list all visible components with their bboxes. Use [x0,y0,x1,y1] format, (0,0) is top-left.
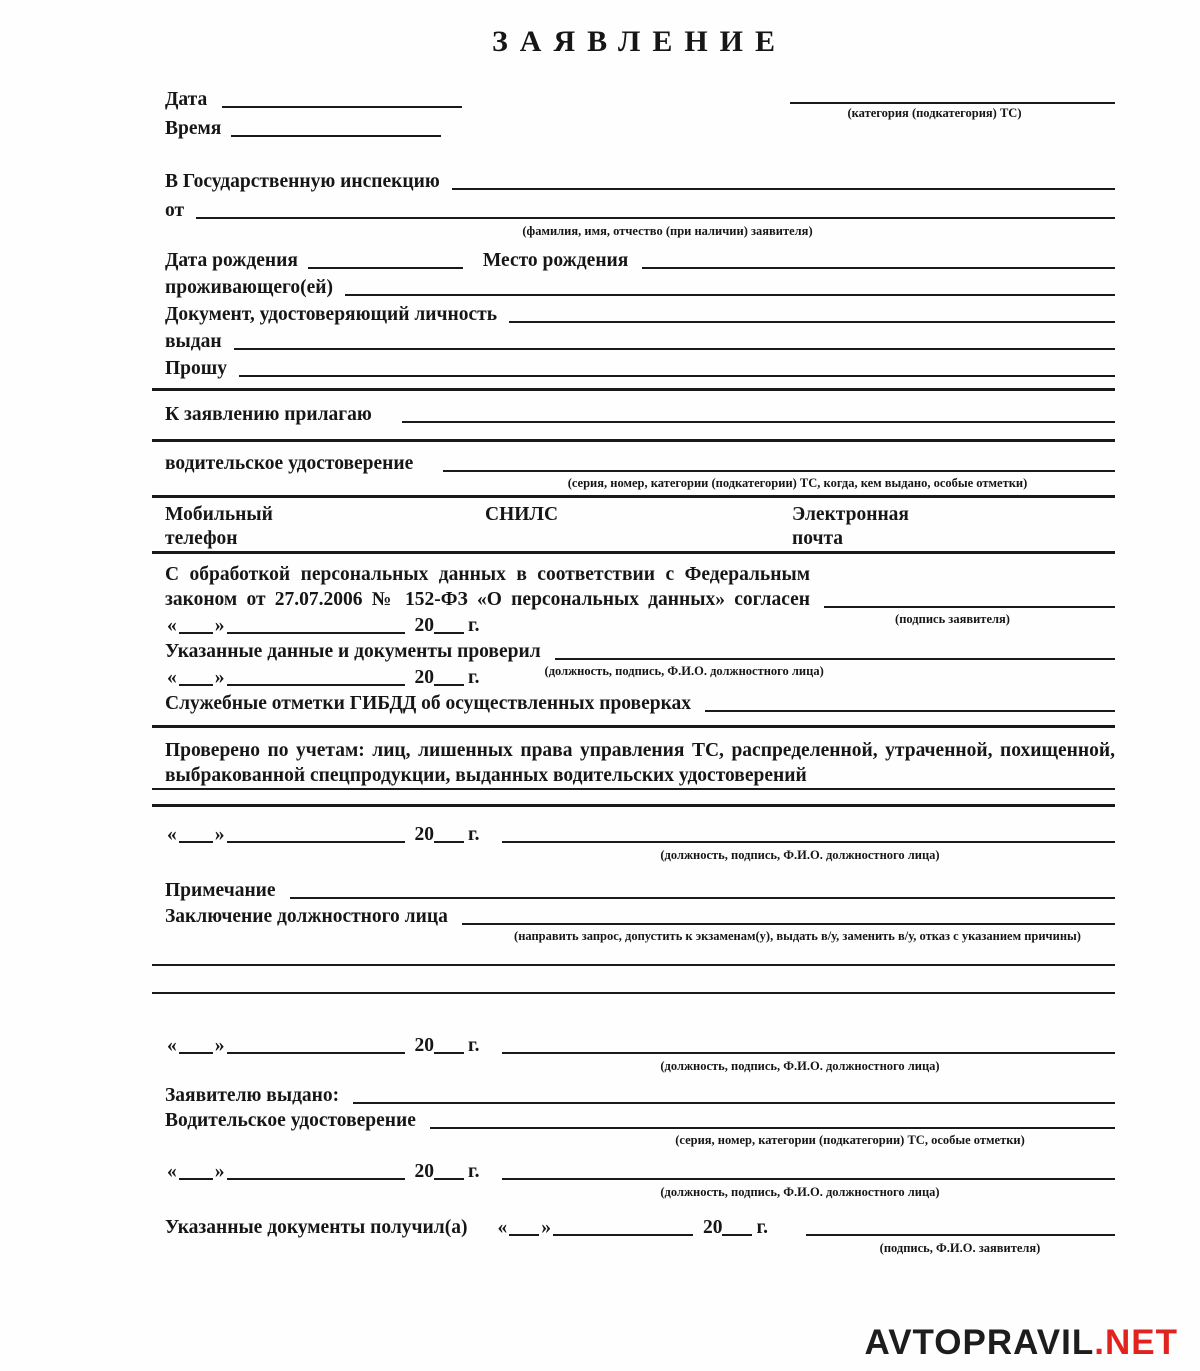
write-in-line [722,1231,752,1236]
attachments-label: К заявлению прилагаю [165,404,372,425]
issued-row [152,328,1115,355]
official-caption-row [152,848,1115,863]
write-in-line [179,1175,213,1180]
write-in-line [231,132,441,137]
write-in-line [353,1099,1115,1104]
email-label: Электронная [792,504,909,525]
year-prefix: 20 [702,1217,723,1238]
request-row [152,355,1115,382]
write-in-line [227,681,405,686]
consent-text-1: С обработкой персональных данных в соответствии с Федеральным [165,564,810,585]
official-caption: (должность, подпись, Ф.И.О. должностного лица) [660,848,940,862]
quote-open: « [167,1161,177,1182]
year-suffix: г. [468,1161,480,1182]
spacer [165,1133,585,1148]
spacer [165,224,220,239]
section-divider [152,551,1115,554]
write-in-line [553,1231,693,1236]
dl-caption-row [152,476,1115,491]
watermark-black: AVTOPRAVIL [864,1323,1095,1362]
official-caption: (должность, подпись, Ф.И.О. должностного лица) [660,1059,940,1073]
time-label: Время [165,118,222,139]
write-in-line [462,920,1115,925]
write-in-line [509,1231,539,1236]
date-field [165,612,480,639]
category-field [790,86,1115,121]
write-in-line [179,629,213,634]
write-in-line [402,418,1115,423]
official-caption: (должность, подпись, Ф.И.О. должностного лица) [660,1185,940,1199]
date-field [165,1032,480,1059]
quote-close: » [214,667,225,688]
checked-records-line1 [152,738,1115,763]
conclusion-label: Заключение должностного лица [165,906,448,927]
quote-close: » [541,1217,551,1238]
form-content [152,0,1115,1256]
watermark [865,1323,1178,1363]
issued-label: выдан [165,331,222,352]
write-in-line [806,1231,1115,1236]
driver-license2-label: Водительское удостоверение [165,1110,416,1131]
year-suffix: г. [756,1217,768,1238]
request-label: Прошу [165,358,227,379]
residing-label: проживающего(ей) [165,277,334,298]
year-prefix: 20 [414,1035,434,1056]
watermark-red: .NET [1094,1323,1178,1362]
section-divider [152,439,1115,442]
year-suffix: г. [468,824,480,845]
birth-date-label: Дата рождения [165,250,298,271]
spacer [165,929,480,944]
checked-date-row [152,664,1115,691]
empty-cell [485,527,792,551]
inspection-label: В Государственную инспекцию [165,171,440,192]
official-caption-row [152,1185,1115,1200]
year-suffix: г. [468,1035,480,1056]
write-in-line [434,1175,464,1180]
spacer [165,1241,805,1256]
driver-license-row [152,452,1115,476]
write-in-line [227,838,405,843]
applicant-sign-fio-caption: (подпись, Ф.И.О. заявителя) [879,1241,1041,1255]
date-field [165,664,480,691]
note-label: Примечание [165,880,276,901]
consent-line2-row [152,587,1115,612]
checked-records-line2 [152,763,1115,790]
from-label: от [165,200,185,221]
quote-open: « [167,667,177,688]
write-in-line [345,291,1115,296]
write-in-line [179,681,213,686]
write-in-line [502,1049,1115,1054]
write-in-line [227,1175,405,1180]
conclusion-caption: (направить запрос, допустить к экзаменам(у), выдать в/у, заменить в/у, отказ с указанием причины) [514,929,1081,943]
spacer [165,1059,485,1074]
attachments-row [152,401,1115,428]
section-divider [152,725,1115,728]
write-in-line [502,1175,1115,1180]
write-in-line [502,838,1115,843]
write-in-line [179,838,213,843]
applicant-sign-caption: (подпись заявителя) [895,612,1010,626]
write-in-line [179,1049,213,1054]
year-prefix: 20 [414,824,434,845]
issued-to-applicant-row [152,1082,1115,1109]
fio-caption: (фамилия, имя, отчество (при наличии) заявителя) [522,224,813,238]
date-field [495,1214,768,1241]
gibdd-marks-label: Служебные отметки ГИБДД об осуществленных проверках [165,693,692,714]
date-field [165,1158,480,1185]
contacts-grid [152,503,1115,551]
write-in-line [290,894,1115,899]
year-suffix: г. [468,667,480,688]
quote-open: « [167,824,177,845]
issued-to-applicant-label: Заявителю выдано: [165,1085,340,1106]
section-divider [152,495,1115,498]
section-divider [152,804,1115,807]
quote-open: « [497,1217,508,1238]
write-in-line [790,86,1115,104]
quote-close: » [214,1035,225,1056]
write-in-line [152,992,1115,994]
quote-close: » [214,824,225,845]
quote-close: » [214,615,225,636]
write-in-line [222,103,462,108]
write-in-line [227,629,405,634]
from-row [152,197,1115,224]
mobile-label: Мобильный [165,504,273,525]
mobile-label-2: телефон [165,528,238,549]
inspection-row [152,168,1115,195]
official-caption-row [152,1059,1115,1074]
write-in-line [196,214,1115,219]
note-row [152,877,1115,904]
quote-open: « [167,1035,177,1056]
date-label: Дата [165,89,208,110]
quote-close: » [214,1161,225,1182]
conclusion-row [152,904,1115,929]
write-in-line [308,264,463,269]
identity-doc-label: Документ, удостоверяющий личность [165,304,498,325]
applicant-sign-fio-caption-row [152,1241,1115,1256]
decision-date-row [152,1032,1115,1059]
identity-doc-row [152,301,1115,328]
year-suffix: г. [468,615,480,636]
dl2-caption-row [152,1133,1115,1148]
page-title: ЗАЯВЛЕНИЕ [491,25,788,58]
spacer [165,848,485,863]
conclusion-caption-row [152,929,1115,944]
issue-date-row [152,1158,1115,1185]
fio-caption-row [152,224,1115,239]
spacer [165,476,480,491]
quote-open: « [167,615,177,636]
write-in-line [430,1124,1115,1129]
data-checked-label: Указанные данные и документы проверил [165,641,541,662]
write-in-line [227,1049,405,1054]
write-in-line [642,264,1115,269]
write-in-line [452,185,1115,190]
date-field [165,821,480,848]
driver-license-label: водительское удостоверение [165,453,414,474]
dl-caption: (серия, номер, категории (подкатегории) ТС, когда, кем выдано, особые отметки) [567,476,1028,490]
section-divider [152,388,1115,391]
write-in-line [434,1049,464,1054]
checked-records-text-2: выбракованной спецпродукции, выданных водительских удостоверений [165,765,807,786]
residing-row [152,274,1115,301]
driver-license2-row [152,1109,1115,1133]
write-in-line [434,838,464,843]
year-prefix: 20 [414,667,434,688]
spacer [165,1185,485,1200]
consent-date-row [152,612,1115,639]
docs-received-row [152,1214,1115,1241]
write-in-line [152,964,1115,966]
write-in-line [239,372,1115,377]
checked-records-text-1: Проверено по учетам: лиц, лишенных права управления ТС, распределенной, утраченной, похищенной, [165,740,1115,761]
docs-received-label: Указанные документы получил(а) [165,1217,468,1238]
data-checked-row [152,639,1115,664]
write-in-line [555,655,1115,660]
dl2-caption: (серия, номер, категории (подкатегории) ТС, особые отметки) [675,1133,1025,1147]
consent-text-2: законом от 27.07.2006 № 152-ФЗ «О персональных данных» согласен [165,589,810,610]
verification-date-row [152,821,1115,848]
consent-line1-row [152,562,1115,587]
birth-place-label: Место рождения [482,250,629,271]
write-in-line [434,629,464,634]
write-in-line [509,318,1115,323]
official-caption: (должность, подпись, Ф.И.О. должностного лица) [544,664,824,678]
category-caption: (категория (подкатегория) ТС) [847,106,1022,120]
gibdd-marks-row [152,691,1115,716]
write-in-line [234,345,1115,350]
write-in-line [434,681,464,686]
birth-row [152,247,1115,274]
write-in-line [705,707,1115,712]
year-prefix: 20 [414,615,434,636]
snils-label: СНИЛС [485,504,559,525]
write-in-line [443,467,1115,472]
email-label-2: почта [792,528,844,549]
write-in-line [824,603,1115,608]
year-prefix: 20 [414,1161,434,1182]
